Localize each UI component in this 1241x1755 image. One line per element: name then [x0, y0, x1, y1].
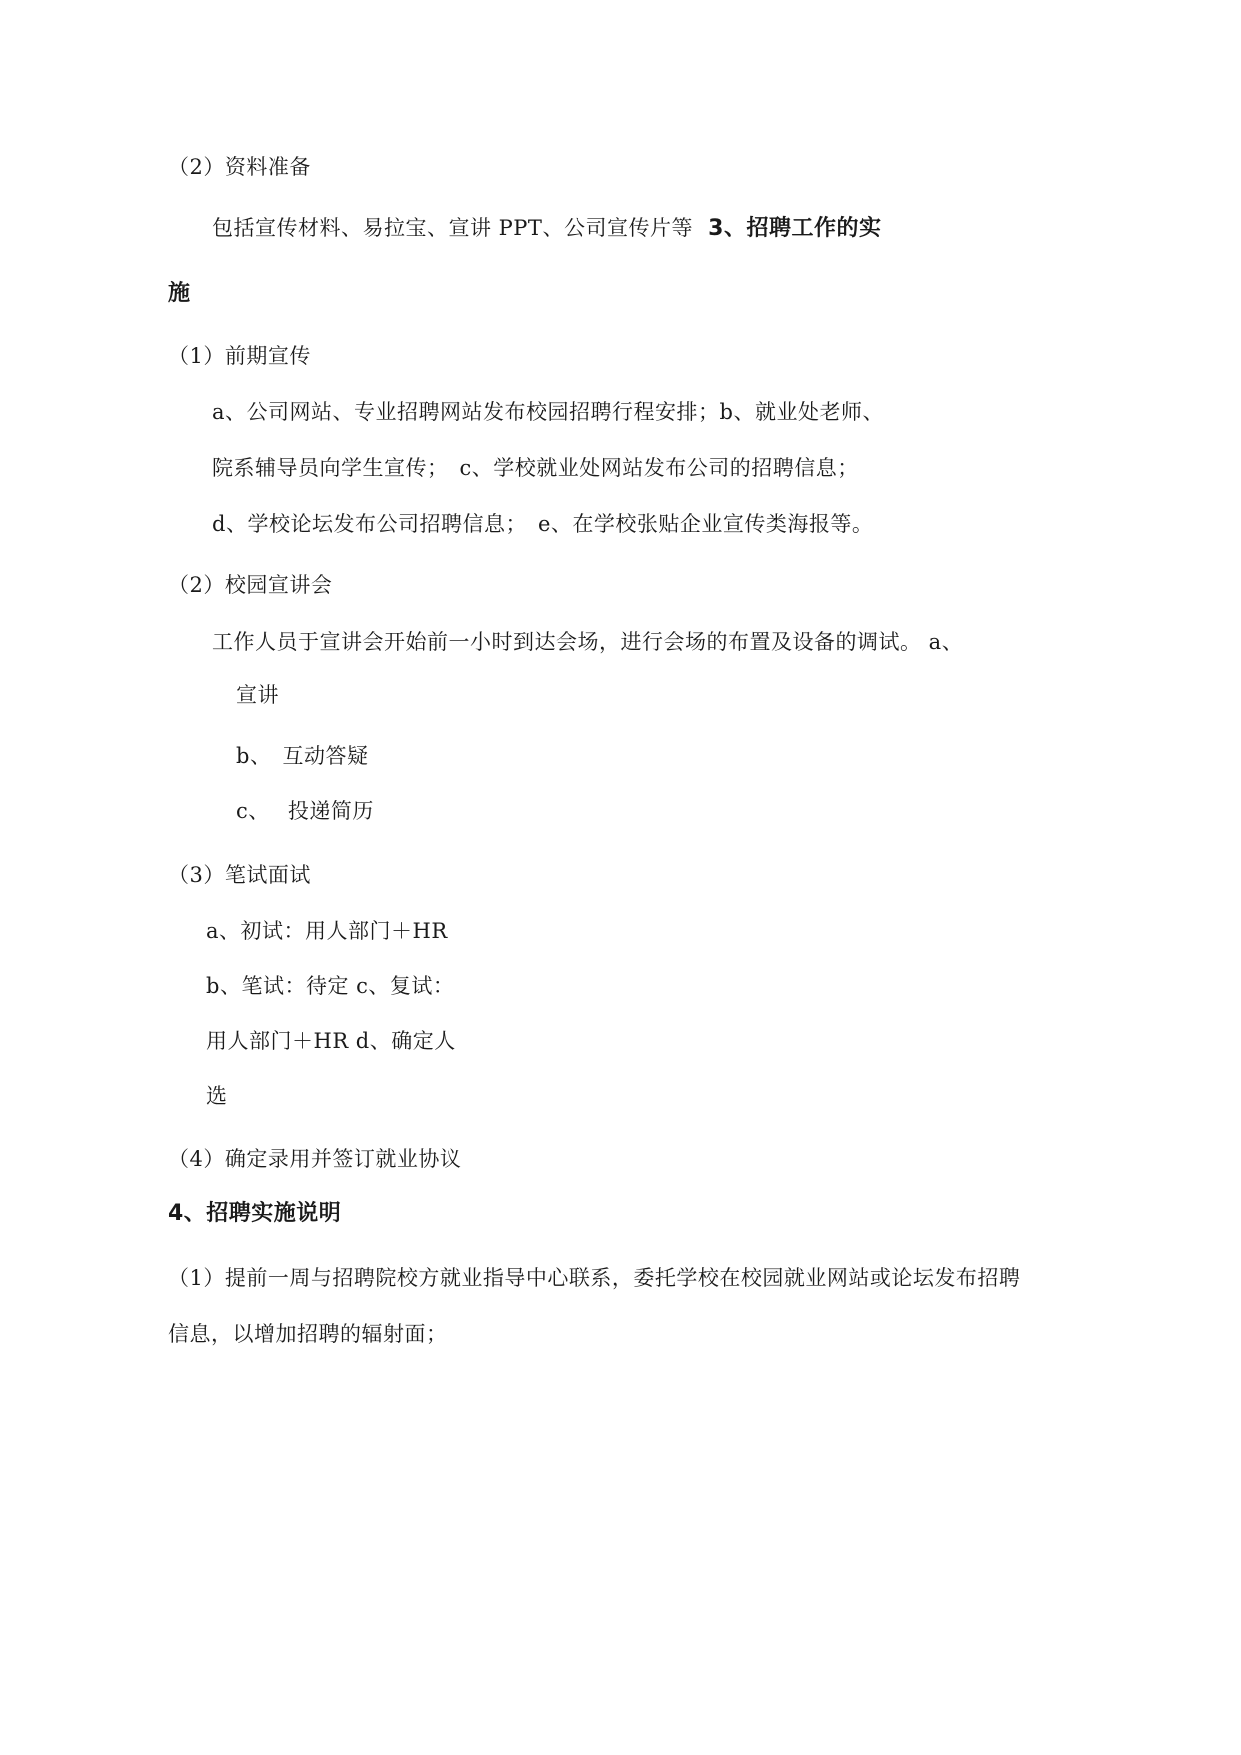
- section-4-item-1-line-1: （1）提前一周与招聘院校方就业指导中心联系，委托学校在校园就业网站或论坛发布招聘: [168, 1266, 1021, 1290]
- materials-heading: （2）资料准备: [168, 155, 311, 179]
- campus-talk-item-c: c、 投递简历: [236, 799, 374, 823]
- early-publicity-line-3: d、学校论坛发布公司招聘信息； e、在学校张贴企业宣传类海报等。: [212, 512, 874, 536]
- section-3-heading-continued: 施: [168, 281, 191, 306]
- exam-interview-line-4: 选: [206, 1084, 228, 1108]
- early-publicity-heading: （1）前期宣传: [168, 344, 311, 368]
- campus-talk-item-a: 宣讲: [236, 683, 279, 707]
- materials-paragraph: [212, 214, 881, 243]
- exam-interview-line-2: b、笔试：待定 c、复试：: [206, 974, 455, 998]
- materials-text: 包括宣传材料、易拉宝、宣讲 PPT、公司宣传片等: [212, 216, 693, 240]
- early-publicity-line-2: 院系辅导员向学生宣传； c、学校就业处网站发布公司的招聘信息；: [212, 456, 859, 480]
- section-3-heading: 3、招聘工作的实: [708, 216, 882, 241]
- exam-interview-line-1: a、初试：用人部门＋HR: [206, 919, 448, 943]
- section-4-item-1-line-2: 信息，以增加招聘的辐射面；: [168, 1322, 448, 1346]
- campus-talk-line-1: 工作人员于宣讲会开始前一小时到达会场，进行会场的布置及设备的调试。 a、: [212, 630, 964, 654]
- exam-interview-line-3: 用人部门＋HR d、确定人: [206, 1029, 456, 1053]
- section-4-heading: 4、招聘实施说明: [168, 1201, 342, 1226]
- campus-talk-heading: （2）校园宣讲会: [168, 573, 333, 597]
- hiring-agreement-heading: （4）确定录用并签订就业协议: [168, 1147, 462, 1171]
- campus-talk-item-b: b、 互动答疑: [236, 744, 369, 768]
- early-publicity-line-1: a、公司网站、专业招聘网站发布校园招聘行程安排；b、就业处老师、: [212, 400, 884, 424]
- exam-interview-heading: （3）笔试面试: [168, 863, 311, 887]
